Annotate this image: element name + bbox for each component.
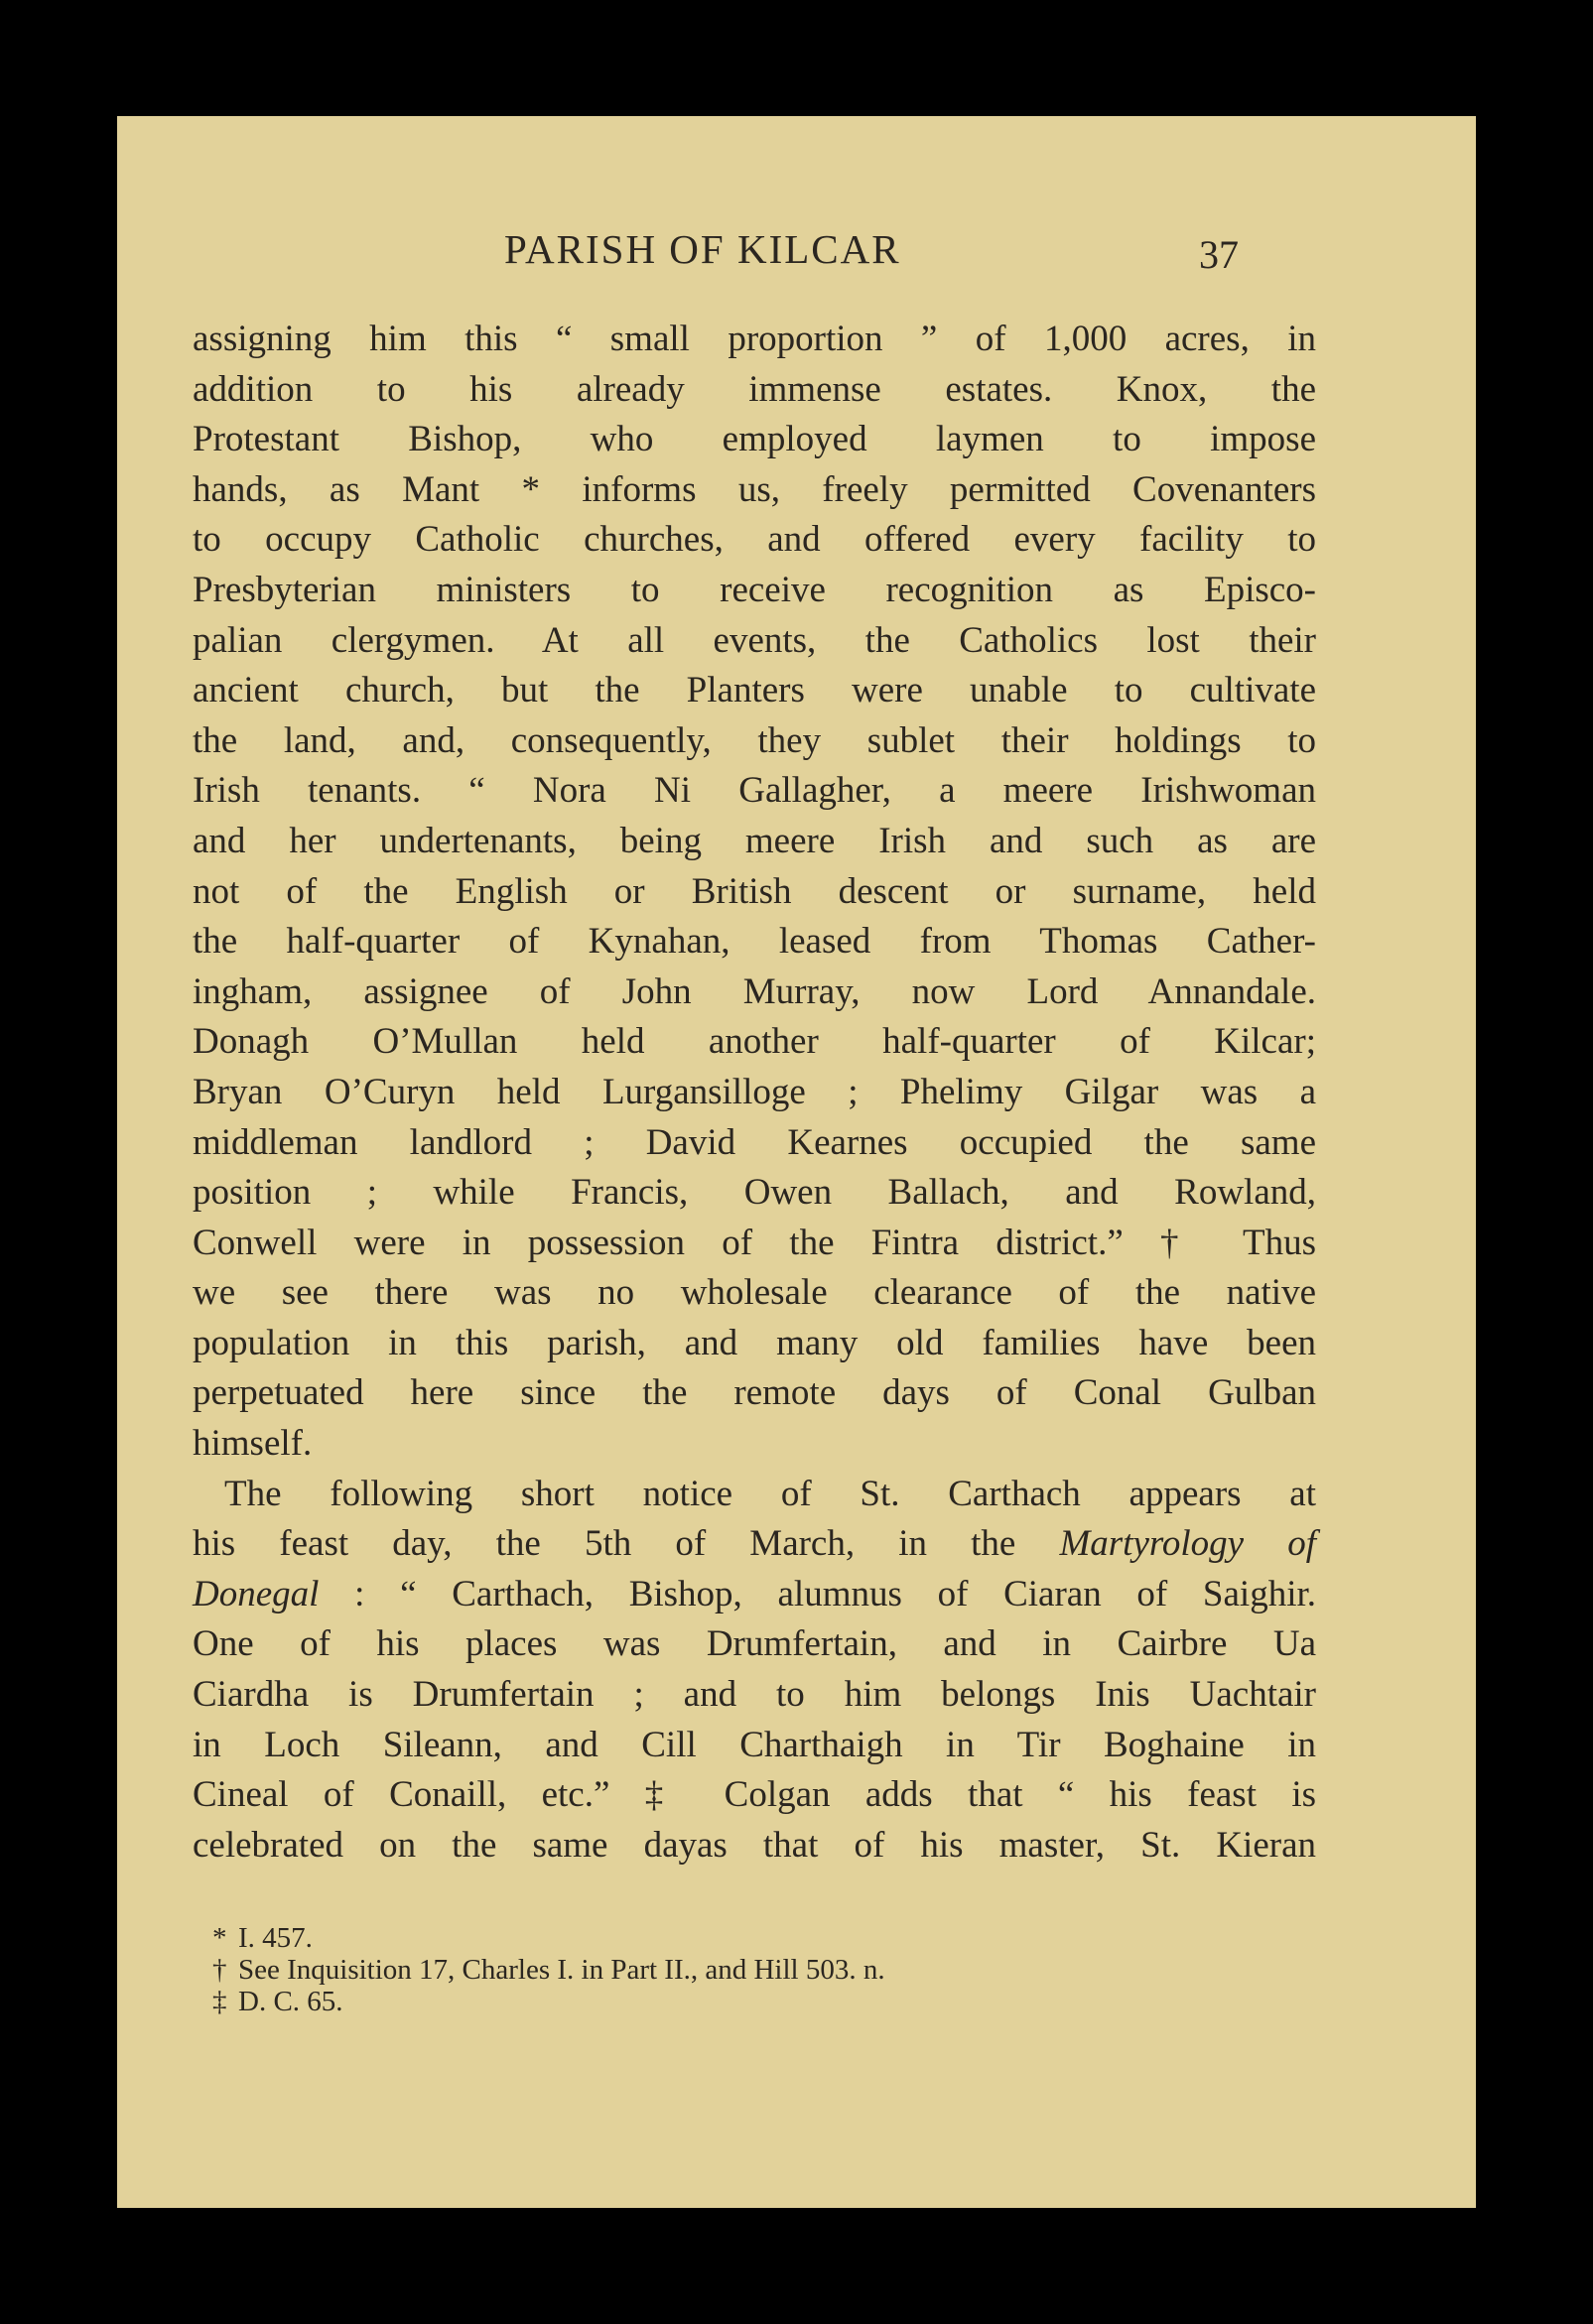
footnotes — [212, 1922, 1314, 2017]
text-line: celebrated on the same dayas that of his master, St. Kieran — [193, 1824, 1316, 1866]
text-line: and her undertenants, being meere Irish and such as are — [193, 820, 1316, 861]
text-line: Donagh O’Mullan held another half-quarter of Kilcar; — [193, 1021, 1316, 1063]
footnote-text: D. C. 65. — [238, 1986, 343, 2017]
text-line: The following short notice of St. Carthach appears at — [224, 1473, 1316, 1514]
running-head: PARISH OF KILCAR — [504, 226, 901, 272]
italic-title: Martyrology of — [1059, 1523, 1316, 1565]
text-line: perpetuated here since the remote days of Conal Gulban — [193, 1372, 1316, 1414]
text-line — [193, 1519, 1316, 1570]
text-line: palian clergymen. At all events, the Catholics lost their — [193, 619, 1316, 661]
page-header — [117, 225, 1476, 285]
footnote — [212, 1986, 1314, 2017]
text-line: addition to his already immense estates. Knox, the — [193, 368, 1316, 410]
text-segment: : “ Carthach, Bishop, alumnus of Ciaran of Saighir. — [319, 1573, 1316, 1614]
text-line: Bryan O’Curyn held Lurgansilloge ; Phelimy Gilgar was a — [193, 1071, 1316, 1112]
page-number: 37 — [1199, 232, 1239, 277]
text-segment: his feast day, the 5th of March, in the — [193, 1523, 1060, 1565]
footnote-mark: † — [212, 1954, 227, 1986]
text-line: middleman landlord ; David Kearnes occupied the same — [193, 1121, 1316, 1163]
text-line: ingham, assignee of John Murray, now Lord Annandale. — [193, 970, 1316, 1012]
body-text — [193, 315, 1316, 1871]
text-line: population in this parish, and many old families have been — [193, 1322, 1316, 1363]
footnote-text: I. 457. — [238, 1922, 313, 1954]
footnote-mark: * — [212, 1922, 227, 1954]
text-line: in Loch Sileann, and Cill Charthaigh in Tir Boghaine in — [193, 1724, 1316, 1765]
text-line: Irish tenants. “ Nora Ni Gallagher, a meere Irishwoman — [193, 770, 1316, 812]
text-line: assigning him this “ small proportion ” of 1,000 acres, in — [193, 319, 1316, 359]
text-line: hands, as Mant * informs us, freely permitted Covenanters — [193, 468, 1316, 510]
text-line: Protestant Bishop, who employed laymen to impose — [193, 419, 1316, 460]
text-line: Cineal of Conaill, etc.” ‡ Colgan adds that “ his feast is — [193, 1774, 1316, 1816]
text-line — [193, 1570, 1316, 1620]
text-line: we see there was no wholesale clearance of the native — [193, 1272, 1316, 1314]
text-line: the half-quarter of Kynahan, leased from Thomas Cather- — [193, 921, 1316, 963]
text-line: to occupy Catholic churches, and offered every facility to — [193, 519, 1316, 561]
text-line: Presbyterian ministers to receive recognition as Episco- — [193, 569, 1316, 610]
book-page — [117, 116, 1476, 2208]
text-line: Ciardha is Drumfertain ; and to him belongs Inis Uachtair — [193, 1674, 1316, 1716]
footnote — [212, 1922, 1314, 1954]
italic-title: Donegal — [193, 1573, 320, 1614]
footnote-mark: ‡ — [212, 1986, 227, 2017]
footnote-text: See Inquisition 17, Charles I. in Part II., and Hill 503. n. — [238, 1954, 885, 1986]
text-line: himself. — [193, 1423, 313, 1465]
text-line: not of the English or British descent or surname, held — [193, 870, 1316, 912]
text-line: ancient church, but the Planters were unable to cultivate — [193, 670, 1316, 711]
footnote — [212, 1954, 1314, 1986]
text-line: One of his places was Drumfertain, and in Cairbre Ua — [193, 1623, 1316, 1665]
text-line: position ; while Francis, Owen Ballach, and Rowland, — [193, 1172, 1316, 1214]
text-line: Conwell were in possession of the Fintra district.” † Thus — [193, 1222, 1316, 1263]
text-line: the land, and, consequently, they sublet their holdings to — [193, 719, 1316, 761]
